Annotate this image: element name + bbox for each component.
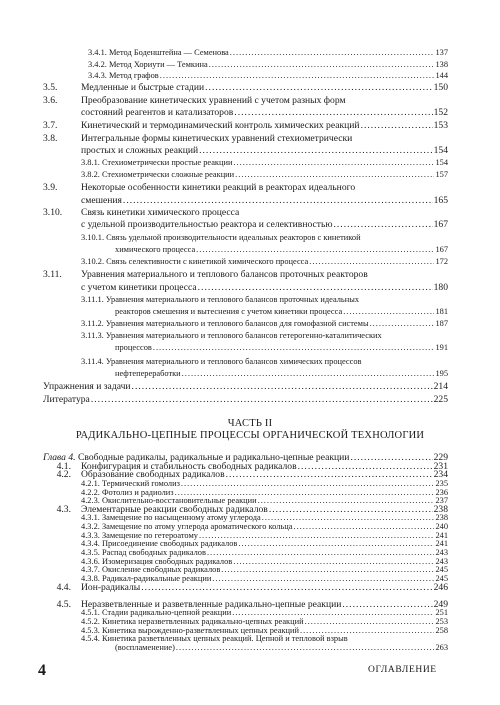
toc-title: Преобразование кинетических уравнений с учетом разных форм [81, 95, 346, 106]
toc-title: Связь селективности с кинетикой химического процесса [106, 257, 309, 266]
toc-number: 3.11.1. [81, 295, 104, 304]
toc-title: Стехиометрически простые реакции [101, 158, 233, 167]
toc-number: 4.4. [56, 581, 71, 593]
toc-number: 3.5. [43, 82, 58, 93]
toc-title: Связь удельной производительности идеальных реакторов с кинетикой [106, 233, 361, 242]
running-footer-title: ОГЛАВЛЕНИЕ [368, 665, 437, 675]
toc-number: 3.11.4. [81, 357, 104, 366]
toc-number: 4.3.3. [81, 530, 100, 540]
page-number: 4 [38, 662, 46, 679]
toc-page-number: 243 [435, 556, 448, 566]
toc-page-number: 167 [435, 245, 448, 254]
toc-entry [81, 294, 448, 305]
toc-title: Литература [43, 394, 90, 405]
toc-title: Замещение по насыщенному атому углерода [101, 513, 261, 523]
toc-title: Кинетический и термодинамический контроль химических реакций [81, 120, 360, 131]
toc-title: Связь кинетики химического процесса [81, 207, 240, 218]
toc-title: Термический гомолиз [101, 478, 180, 488]
toc-page-number: 235 [435, 478, 448, 488]
toc-page-number: 152 [433, 107, 448, 118]
toc-number: 3.9. [43, 182, 58, 193]
toc-page-number: 167 [433, 219, 448, 230]
toc-page-number: 258 [435, 625, 448, 635]
toc-page-number: 237 [435, 496, 448, 506]
toc-number: 3.4.3. [88, 71, 107, 80]
toc-page-number: 236 [435, 487, 448, 497]
chapter-label: Глава 4. [43, 452, 76, 463]
toc-title: Радикал-радикальные реакции [101, 573, 212, 583]
toc-title: состояний реагентов и катализаторов [81, 107, 234, 118]
toc-number: 4.3.6. [81, 556, 100, 566]
toc-page-number: 246 [433, 581, 448, 593]
toc-number: 4.2.1. [81, 478, 100, 488]
toc-title: Присоединение свободных радикалов [101, 539, 238, 549]
toc-entry-continued [115, 306, 448, 317]
toc-page-number: 191 [435, 343, 448, 352]
toc-title: Элементарные реакции свободных радикалов [81, 503, 268, 515]
toc-page-number: 229 [433, 452, 448, 463]
toc-entry-continued [81, 107, 448, 118]
toc-title: Уравнения материального и теплового балансов гетерогенно-каталитических [105, 331, 382, 340]
toc-title: 4.5.3. Кинетика вырожденно-разветвленных цепных реакций [81, 625, 299, 635]
toc-entry [43, 582, 448, 593]
toc-entry-continued [81, 282, 448, 293]
toc-page-number: 243 [435, 548, 448, 557]
toc-title: Окислительно-восстановительные реакции [101, 496, 257, 506]
toc-title: процессов [115, 343, 152, 352]
toc-entry [81, 318, 448, 329]
toc-title: Распад свободных радикалов [101, 548, 206, 557]
toc-page-number: 150 [433, 82, 448, 93]
toc-number: 4.1. [56, 460, 71, 472]
toc-entry [43, 207, 448, 218]
toc-title: простых и сложных реакций [81, 145, 199, 156]
toc-entry [88, 47, 448, 58]
toc-number: 3.4.2. [88, 60, 107, 69]
toc-number: 4.3.1. [81, 513, 100, 523]
toc-title: Стехиометрически сложные реакции [101, 170, 235, 179]
toc-title: химического процесса [115, 245, 196, 254]
toc-title: Ион-радикалы [81, 581, 141, 593]
toc-page-number: 144 [435, 71, 448, 80]
toc-title: Изомеризация свободных радикалов [101, 556, 233, 566]
toc-title: нефтепереработки [115, 369, 181, 378]
toc-number: 3.11. [43, 269, 62, 280]
toc-title: Фотолиз и радиолиз [101, 487, 174, 497]
toc-entry [43, 82, 448, 93]
toc-entry-continued [81, 219, 448, 230]
toc-page-number: 241 [435, 530, 448, 540]
toc-entry [88, 70, 448, 81]
toc-page-number: 225 [433, 394, 448, 405]
toc-title: с учетом кинетики процесса [81, 282, 197, 293]
toc-entry [43, 133, 448, 144]
toc-number: 3.7. [43, 120, 58, 131]
toc-title: Замещение по атому углерода ароматического кольца [101, 522, 293, 532]
toc-title: Замещение по гетероатому [101, 530, 198, 540]
toc-entry [43, 269, 448, 280]
toc-entry [43, 120, 448, 131]
toc-title: реакторов смешения и вытеснения с учетом кинетики процесса [115, 307, 343, 316]
toc-entry [81, 356, 448, 367]
toc-number: 3.11.2. [81, 319, 104, 328]
toc-page-number: 154 [435, 158, 448, 167]
toc-title: Метод графов [108, 71, 159, 80]
toc-title: Упражнения и задачи [43, 381, 131, 392]
toc-page-number: 238 [433, 503, 448, 515]
toc-entry [81, 232, 448, 243]
toc-page-number: 245 [435, 573, 448, 583]
toc-number: 3.10.1. [81, 233, 105, 242]
toc-title: Уравнения материального и теплового балансов проточных реакторов [81, 269, 368, 280]
toc-number: 3.4.1. [88, 48, 107, 57]
toc-page-number: 249 [433, 598, 448, 610]
toc-entry [81, 256, 448, 267]
toc-page-number: 240 [435, 522, 448, 532]
toc-page-number: 251 [435, 608, 448, 618]
toc-title: Метод Хориути — Темкина [108, 60, 208, 69]
toc-title: Конфигурация и стабильность свободных радикалов [81, 460, 297, 472]
toc-page-number: 241 [435, 539, 448, 549]
toc-number: 3.8.1. [81, 158, 100, 167]
toc-title: 4.5.2. Кинетика неразветвленных радикально-цепных реакций [81, 617, 304, 627]
toc-page-number: 154 [433, 145, 448, 156]
toc-page-number: 153 [433, 120, 448, 131]
toc-title: Окисление свободных радикалов [101, 565, 221, 575]
toc-entry [43, 394, 448, 405]
toc-entry-continued [81, 195, 448, 206]
toc-title: Образование свободных радикалов [81, 469, 225, 481]
toc-page-number: 172 [435, 257, 448, 266]
toc-title: Метод Боденштейна — Семенова [108, 48, 229, 57]
toc-entry-continued [81, 145, 448, 156]
toc-page-number: 187 [435, 319, 448, 328]
toc-page-number: 195 [435, 369, 448, 378]
toc-title: Некоторые особенности кинетики реакций в реакторах идеального [81, 182, 356, 193]
toc-number: 4.3. [56, 503, 71, 515]
toc-number: 4.2. [56, 469, 71, 481]
toc-page-number: 234 [433, 469, 448, 481]
toc-title: 4.5.4. Кинетика разветвленных цепных реакций. Цепной и тепловой взрыв [81, 634, 348, 644]
toc-title: Уравнения материального и теплового балансов проточных идеальных [105, 295, 360, 304]
part-label: ЧАСТЬ II [227, 418, 273, 429]
toc-title: с удельной производительностью реактора и селективностью [81, 219, 333, 230]
toc-number: 3.10.2. [81, 257, 105, 266]
toc-number: 3.6. [43, 95, 58, 106]
toc-entry [43, 182, 448, 193]
toc-number: 4.2.3. [81, 496, 100, 506]
toc-title: Медленные и быстрые стадии [81, 82, 205, 93]
toc-title: смешения [81, 195, 122, 206]
toc-entry-continued [115, 244, 448, 255]
toc-page-number: 263 [435, 643, 448, 652]
toc-title: Уравнения материального и теплового балансов химических процессов [105, 357, 362, 366]
toc-page-number: 245 [435, 565, 448, 575]
toc-entry [88, 59, 448, 70]
toc-number: 4.3.2. [81, 522, 100, 532]
toc-number: 4.3.8. [81, 573, 100, 583]
toc-page-number: 138 [435, 60, 448, 69]
toc-entry-continued [115, 342, 448, 353]
toc-title: Неразветвленные и разветвленные радикально-цепные реакции [81, 598, 342, 610]
toc-number: 4.3.5. [81, 548, 100, 557]
toc-title: Интегральные формы кинетических уравнений стехиометрически [81, 133, 353, 144]
toc-page-number: 180 [433, 282, 448, 293]
toc-entry [81, 157, 448, 168]
toc-entry [43, 381, 448, 392]
toc-number: 4.2.2. [81, 487, 100, 497]
toc-page-number: 238 [435, 513, 448, 523]
toc-title: (воспламенение) [115, 643, 175, 652]
toc-number: 4.3.4. [81, 539, 100, 549]
toc-number: 3.8.2. [81, 170, 100, 179]
toc-page-number: 157 [435, 170, 448, 179]
toc-title: 4.5.1. Стадии радикально-цепной реакции [81, 608, 232, 618]
toc-number: 3.11.3. [81, 331, 104, 340]
toc-page-number: 231 [433, 460, 448, 472]
toc-entry [81, 330, 448, 341]
toc-page-number: 214 [433, 381, 448, 392]
toc-entry [81, 169, 448, 180]
toc-number: 4.3.7. [81, 565, 100, 575]
toc-page-number: 137 [435, 48, 448, 57]
toc-page-number: 165 [433, 195, 448, 206]
toc-title: Свободные радикалы, радикальные и радикально-цепные реакции [77, 452, 350, 463]
toc-page-number: 253 [435, 617, 448, 627]
toc-page-number: 181 [435, 307, 448, 316]
toc-title: Уравнения материального и теплового балансов для гомофазной системы [105, 319, 369, 328]
toc-entry-continued [115, 642, 448, 653]
toc-entry-continued [115, 368, 448, 379]
toc-entry [43, 95, 448, 106]
toc-number: 3.10. [43, 207, 63, 218]
part-title: РАДИКАЛЬНО-ЦЕПНЫЕ ПРОЦЕССЫ ОРГАНИЧЕСКОЙ ТЕХНОЛОГИИ [75, 430, 425, 441]
toc-number: 4.5. [56, 598, 71, 610]
toc-number: 3.8. [43, 133, 58, 144]
